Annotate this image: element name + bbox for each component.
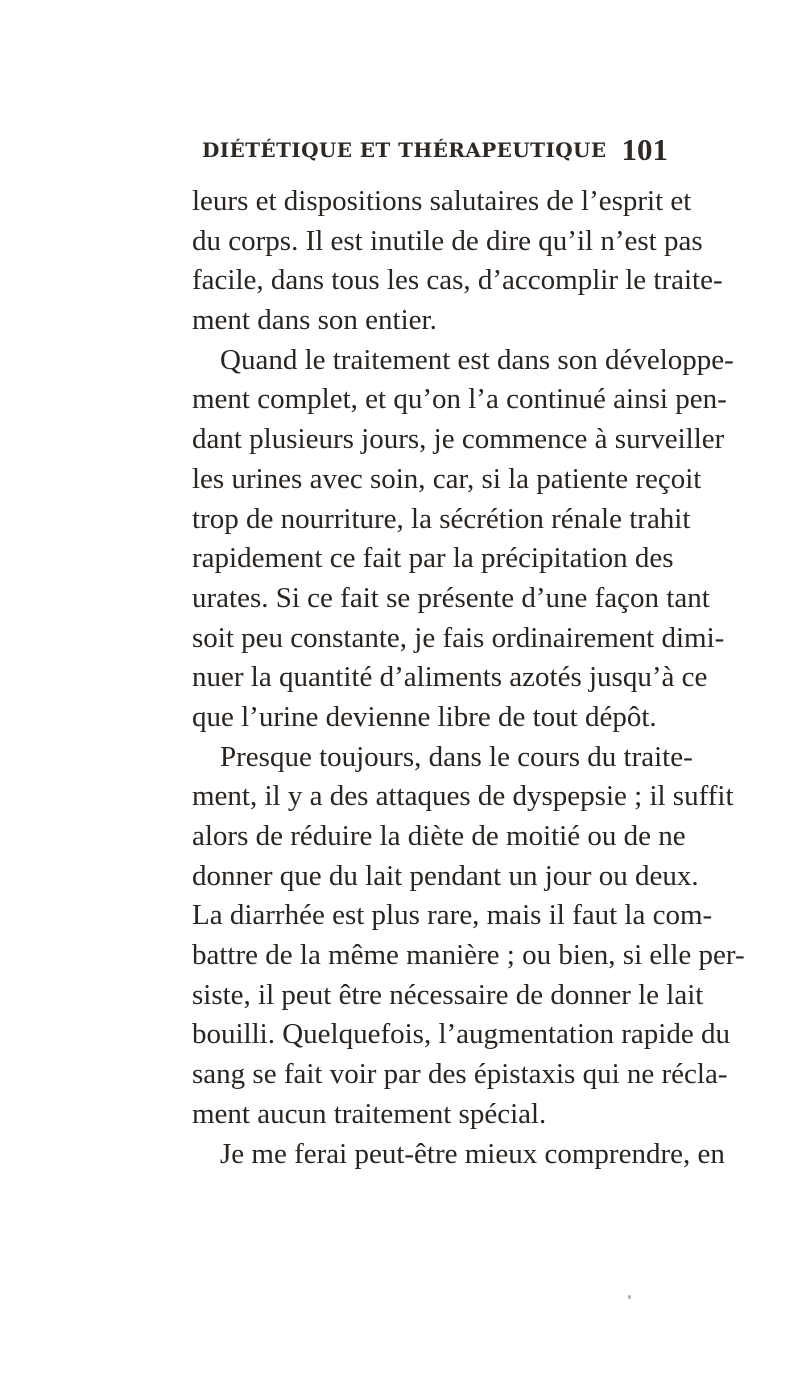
text-line: rapidement ce fait par la précipitation des [192, 542, 674, 575]
text-line: du corps. Il est inutile de dire qu’il n’est pas [192, 224, 703, 257]
body-text [192, 182, 745, 1174]
paragraph-first-line: Presque toujours, dans le cours du traite- [220, 740, 693, 773]
text-line: ment complet, et qu’on l’a continué ainsi pen- [192, 383, 727, 416]
paragraph-first-line: Quand le traitement est dans son développe- [220, 343, 734, 376]
text-line: ment dans son entier. [192, 304, 437, 337]
paper-speck [628, 1295, 631, 1299]
text-line: urates. Si ce fait se présente d’une façon tant [192, 581, 710, 614]
text-line: bouilli. Quelquefois, l’augmentation rapide du [192, 1018, 730, 1051]
text-line: soit peu constante, je fais ordinairement dimi- [192, 621, 725, 654]
running-header-title: DIÉTÉTIQUE ET THÉRAPEUTIQUE [202, 138, 607, 162]
text-line: ment, il y a des attaques de dyspepsie ; il suffit [192, 780, 734, 813]
text-line: trop de nourriture, la sécrétion rénale trahit [192, 502, 691, 535]
text-line: dant plusieurs jours, je commence à surveiller [192, 423, 725, 456]
text-line: siste, il peut être nécessaire de donner le lait [192, 978, 704, 1011]
text-line: leurs et dispositions salutaires de l’esprit et [192, 185, 692, 217]
text-line: ment aucun traitement spécial. [192, 1097, 547, 1130]
text-line: battre de la même manière ; ou bien, si elle per- [192, 939, 745, 972]
text-line: La diarrhée est plus rare, mais il faut la com- [192, 899, 713, 932]
text-line: donner que du lait pendant un jour ou deux. [192, 859, 699, 892]
running-header [202, 132, 668, 176]
page-number: 101 [621, 132, 668, 167]
text-line: nuer la quantité d’aliments azotés jusqu’à ce [192, 661, 708, 694]
text-line: alors de réduire la diète de moitié ou de ne [192, 820, 686, 852]
text-line: facile, dans tous les cas, d’accomplir le traite- [192, 264, 723, 297]
text-line: que l’urine devienne libre de tout dépôt. [192, 700, 657, 733]
paragraph-first-line: Je me ferai peut-être mieux comprendre, en [220, 1137, 725, 1170]
text-line: les urines avec soin, car, si la patiente reçoit [192, 462, 702, 495]
text-line: sang se fait voir par des épistaxis qui ne récla- [192, 1058, 728, 1091]
